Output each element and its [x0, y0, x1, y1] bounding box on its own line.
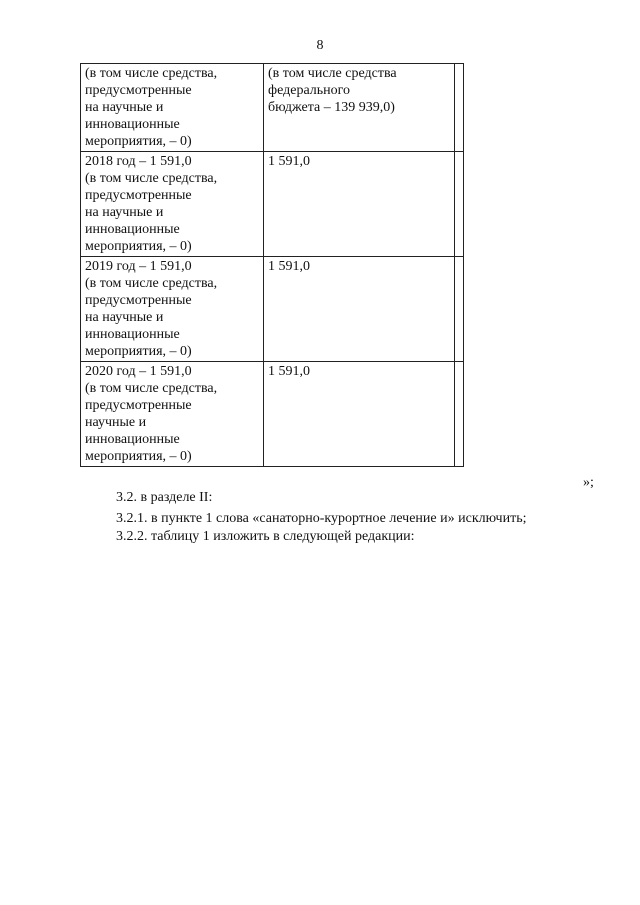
table-row: [81, 362, 464, 467]
page-number: 8: [316, 38, 324, 53]
closing-quote-mark: »;: [583, 475, 594, 490]
table-row: [81, 64, 464, 152]
table-row: [81, 152, 464, 257]
table-cell-empty: [455, 152, 464, 257]
table-cell-funding: 2018 год – 1 591,0 (в том числе средства, предусмотренные на научные и инновационные мероприятия, – 0): [81, 152, 264, 257]
table-cell-amount: 1 591,0: [264, 362, 455, 467]
paragraph-item-3-2-2: 3.2.2. таблицу 1 изложить в следующей редакции:: [116, 529, 415, 544]
table-cell-amount: 1 591,0: [264, 152, 455, 257]
table-cell-funding: (в том числе средства, предусмотренные на научные и инновационные мероприятия, – 0): [81, 64, 264, 152]
table-cell-funding: 2020 год – 1 591,0 (в том числе средства, предусмотренные научные и инновационные мероприятия, – 0): [81, 362, 264, 467]
table-cell-empty: [455, 64, 464, 152]
table-row: [81, 257, 464, 362]
budget-table: [80, 63, 464, 467]
paragraph-item-3-2-1: 3.2.1. в пункте 1 слова «санаторно-курортное лечение и» исключить;: [116, 511, 527, 526]
paragraph-section-ref: 3.2. в разделе II:: [116, 490, 213, 505]
table-cell-empty: [455, 257, 464, 362]
table-cell-funding: 2019 год – 1 591,0 (в том числе средства, предусмотренные на научные и инновационные мероприятия, – 0): [81, 257, 264, 362]
table-cell-empty: [455, 362, 464, 467]
table-cell-amount: (в том числе средства федерального бюджета – 139 939,0): [264, 64, 455, 152]
table-cell-amount: 1 591,0: [264, 257, 455, 362]
